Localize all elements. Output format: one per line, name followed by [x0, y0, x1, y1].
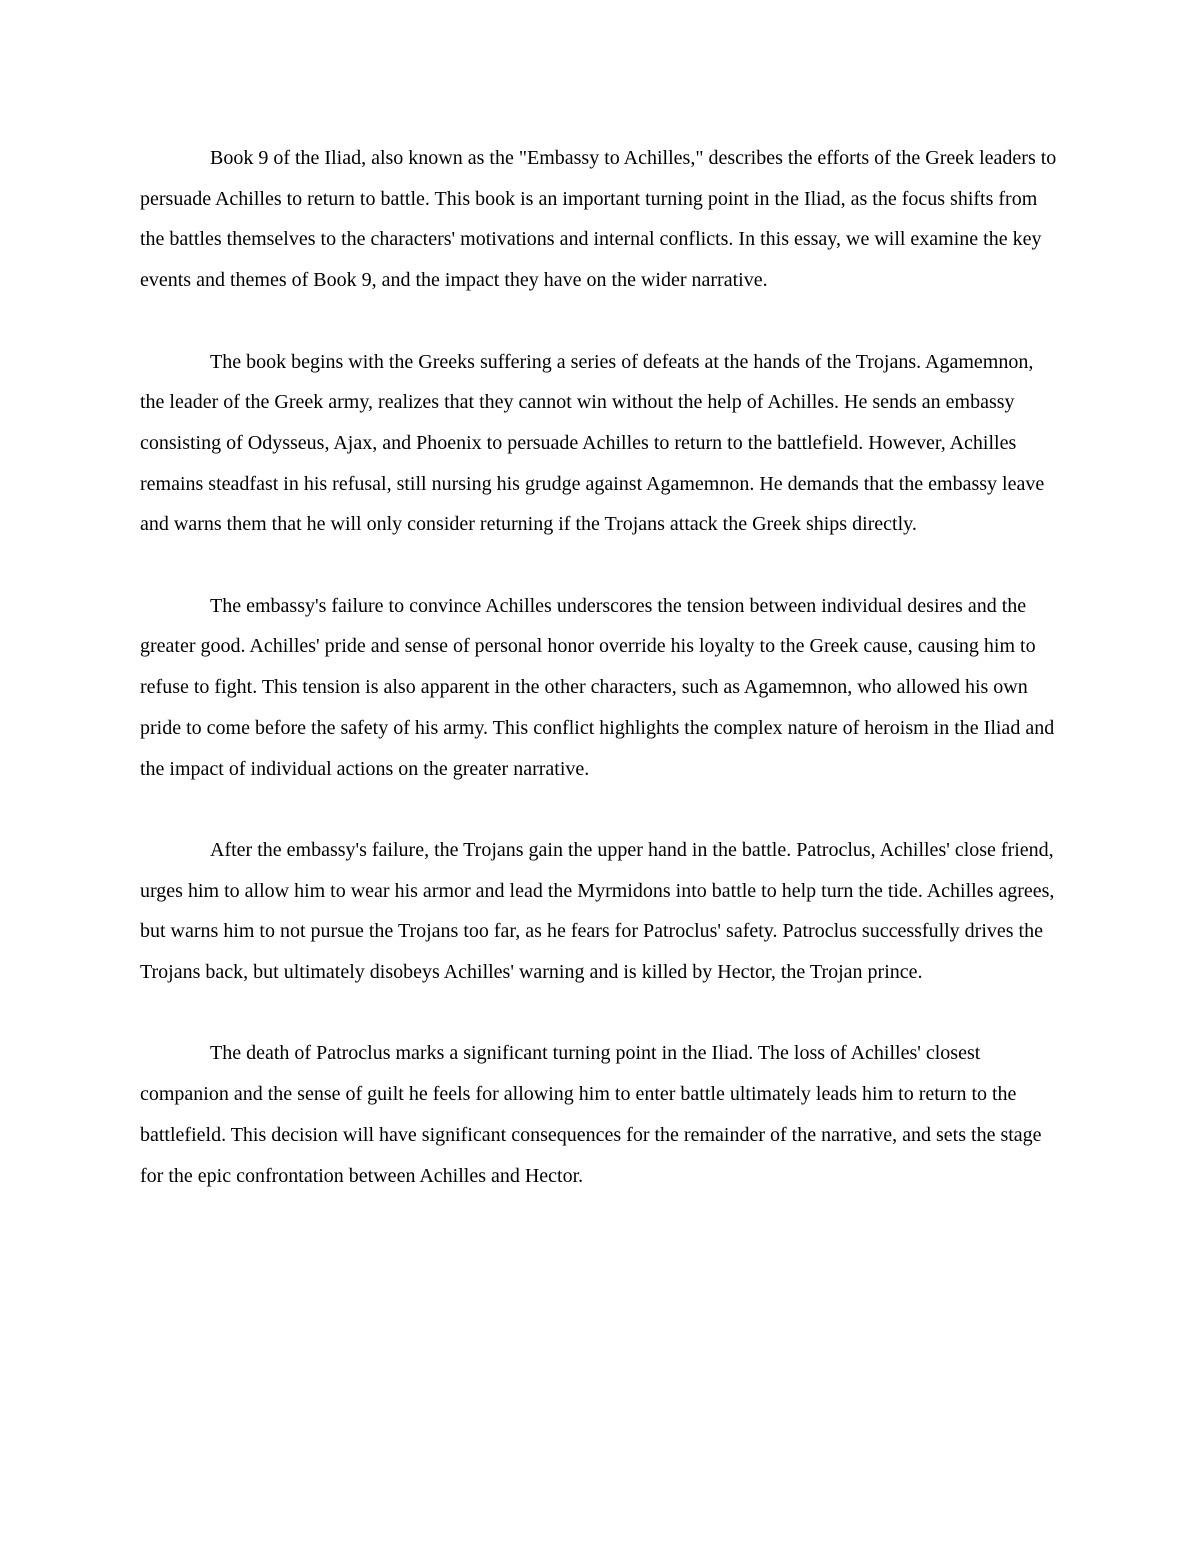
paragraph-tension: The embassy's failure to convince Achilles underscores the tension between individual desires and the greater good. Achilles' pride and sense of personal honor override his loyalty to the Greek cause, causing him to refuse to fight. This tension is also apparent in the other characters, such as Agamemnon, who allowed his own pride to come before the safety of his army. This conflict highlights the complex nature of heroism in the Iliad and the impact of individual actions on the greater narrative. [140, 594, 1055, 780]
paragraph-embassy: The book begins with the Greeks suffering a series of defeats at the hands of the Trojans. Agamemnon, the leader of the Greek army, realizes that they cannot win without the help of Achilles. He sends an embassy consisting of Odysseus, Ajax, and Phoenix to persuade Achilles to return to the battlefield. However, Achilles remains steadfast in his refusal, still nursing his grudge against Agamemnon. He demands that the embassy leave and warns them that he will only consider returning if the Trojans attack the Greek ships directly. [140, 350, 1045, 536]
paragraph-patroclus: After the embassy's failure, the Trojans gain the upper hand in the battle. Patroclus, Achilles' close friend, urges him to allow him to wear his armor and lead the Myrmidons into battle to help turn the tide. Achilles agrees, but warns him to not pursue the Trojans too far, as he fears for Patroclus' safety. Patroclus successfully drives the Trojans back, but ultimately disobeys Achilles' warning and is killed by Hector, the Trojan prince. [140, 838, 1055, 984]
document-body [140, 138, 1062, 1237]
paragraph-turning-point: The death of Patroclus marks a significant turning point in the Iliad. The loss of Achilles' closest companion and the sense of guilt he feels for allowing him to enter battle ultimately leads him to return to the battlefield. This decision will have significant consequences for the remainder of the narrative, and sets the stage for the epic confrontation between Achilles and Hector. [140, 1042, 1042, 1187]
paragraph-intro: Book 9 of the Iliad, also known as the "Embassy to Achilles," describes the efforts of the Greek leaders to persuade Achilles to return to battle. This book is an important turning point in the Iliad, as the focus shifts from the battles themselves to the characters' motivations and internal conflicts. In this essay, we will examine the key events and themes of Book 9, and the impact they have on the wider narrative. [140, 147, 1057, 292]
